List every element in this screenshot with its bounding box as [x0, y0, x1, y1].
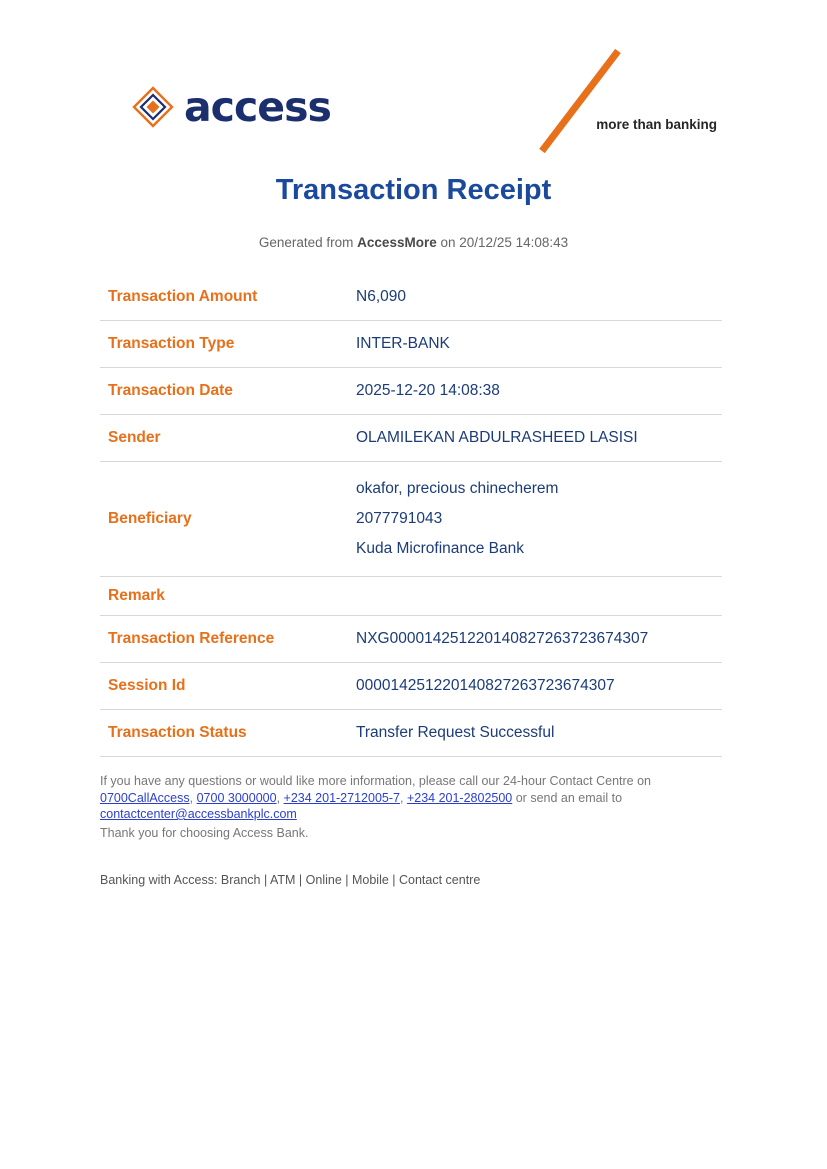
tagline-text: more than banking	[596, 117, 717, 132]
generated-datetime: 20/12/25 14:08:43	[459, 235, 569, 250]
row-value-transaction-status: Transfer Request Successful	[356, 724, 555, 741]
row-value-transaction-amount: N6,090	[356, 288, 406, 305]
receipt-table	[100, 274, 722, 757]
footer-sep-1: ,	[189, 790, 194, 805]
row-value-transaction-type: INTER-BANK	[356, 335, 450, 352]
row-label-transaction-reference: Transaction Reference	[108, 630, 275, 647]
footer-contact	[100, 773, 727, 841]
footer-sep-3: ,	[399, 790, 404, 805]
link-contact-email[interactable]: contactcenter@accessbankplc.com	[100, 807, 297, 821]
link-phone-2712005[interactable]: +234 201-2712005-7	[283, 790, 400, 805]
receipt-table-wrap	[100, 274, 727, 757]
beneficiary-name: okafor, precious chinecherem	[356, 480, 559, 497]
row-label-transaction-type: Transaction Type	[108, 335, 235, 352]
link-0700-3000000[interactable]: 0700 3000000	[196, 790, 277, 805]
row-label-transaction-status: Transaction Status	[108, 724, 247, 741]
tagline-block	[527, 45, 717, 160]
table-row	[100, 616, 722, 663]
row-label-beneficiary: Beneficiary	[108, 510, 192, 527]
access-logo	[132, 82, 331, 131]
row-value-transaction-reference: NXG000014251220140827263723674307	[356, 630, 649, 647]
generated-prefix: Generated from	[258, 235, 354, 250]
generated-info	[0, 235, 827, 250]
link-0700callaccess[interactable]: 0700CallAccess	[100, 790, 190, 805]
table-row	[100, 274, 722, 321]
table-row	[100, 368, 722, 415]
footer-email-prefix: or send an email to	[515, 790, 623, 805]
header	[100, 0, 727, 150]
beneficiary-account: 2077791043	[356, 510, 443, 527]
generated-app: AccessMore	[357, 235, 437, 250]
table-row	[100, 710, 722, 757]
footer-sep-2: ,	[276, 790, 281, 805]
access-diamond-icon	[132, 86, 174, 128]
table-row	[100, 321, 722, 368]
row-label-transaction-date: Transaction Date	[108, 382, 233, 399]
footer-thanks: Thank you for choosing Access Bank.	[100, 825, 309, 840]
table-row	[100, 663, 722, 710]
orange-slash-icon	[535, 45, 625, 155]
row-label-session-id: Session Id	[108, 677, 186, 694]
row-value-transaction-date: 2025-12-20 14:08:38	[356, 382, 500, 399]
row-value-sender: OLAMILEKAN ABDULRASHEED LASISI	[356, 429, 638, 446]
row-value-session-id: 000014251220140827263723674307	[356, 677, 615, 694]
footer-channels: Banking with Access: Branch | ATM | Online | Mobile | Contact centre	[100, 873, 481, 887]
table-row-remark	[100, 577, 722, 616]
beneficiary-bank: Kuda Microfinance Bank	[356, 540, 525, 557]
row-label-transaction-amount: Transaction Amount	[108, 288, 258, 305]
table-row-beneficiary	[100, 462, 722, 577]
row-value-beneficiary	[348, 462, 722, 577]
link-phone-2802500[interactable]: +234 201-2802500	[406, 790, 513, 805]
generated-middle: on	[440, 235, 456, 250]
row-value-remark	[348, 577, 722, 616]
access-wordmark: access	[184, 82, 331, 131]
table-row	[100, 415, 722, 462]
row-label-sender: Sender	[108, 429, 161, 446]
page-title: Transaction Receipt	[275, 174, 552, 206]
row-label-remark: Remark	[108, 587, 165, 604]
footer-intro: If you have any questions or would like more information, please call our 24-hour Contact Centre on	[100, 774, 651, 788]
